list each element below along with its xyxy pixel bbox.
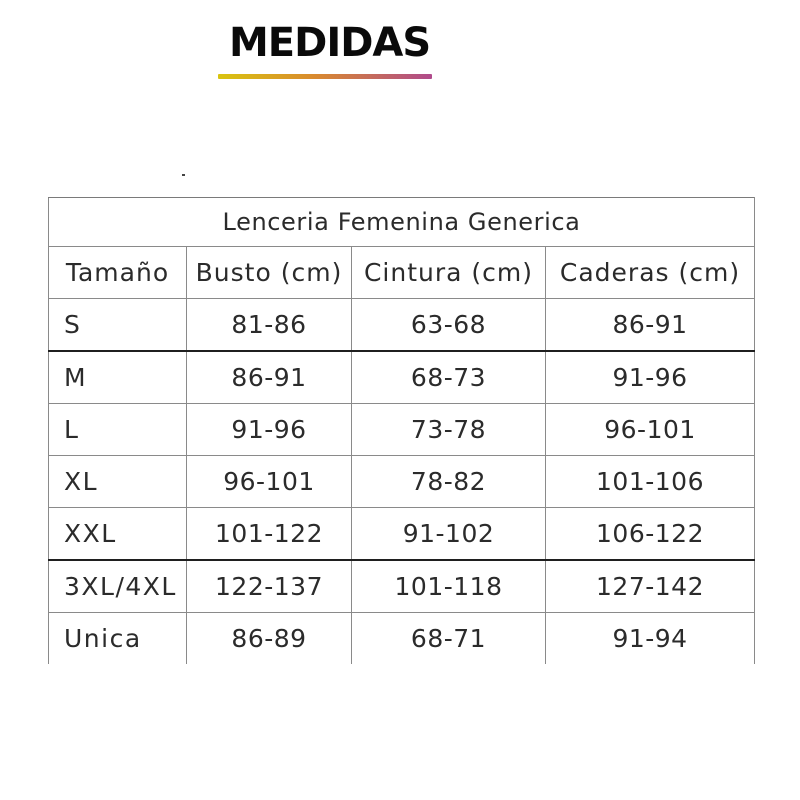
title-underline (218, 74, 432, 79)
table-row (49, 456, 755, 508)
stray-mark (182, 174, 185, 176)
caderas-cell: 96-101 (546, 404, 755, 456)
busto-cell: 91-96 (187, 404, 352, 456)
cintura-cell: 73-78 (352, 404, 546, 456)
busto-cell: 96-101 (187, 456, 352, 508)
table-row (49, 613, 755, 665)
table-header-row (49, 247, 755, 299)
cintura-cell: 78-82 (352, 456, 546, 508)
caderas-cell: 127-142 (546, 560, 755, 613)
size-cell: XXL (49, 508, 187, 561)
page-title: MEDIDAS (229, 20, 431, 66)
caderas-cell: 106-122 (546, 508, 755, 561)
size-chart-table (48, 197, 755, 664)
table-caption-row (49, 198, 755, 247)
table-row (49, 404, 755, 456)
cintura-cell: 63-68 (352, 299, 546, 352)
table-row (49, 508, 755, 561)
table-caption: Lenceria Femenina Generica (49, 198, 755, 247)
busto-cell: 122-137 (187, 560, 352, 613)
cintura-cell: 91-102 (352, 508, 546, 561)
table-row (49, 560, 755, 613)
table-row (49, 351, 755, 404)
size-cell: L (49, 404, 187, 456)
size-cell: Unica (49, 613, 187, 665)
busto-cell: 86-89 (187, 613, 352, 665)
table-row (49, 299, 755, 352)
cintura-cell: 101-118 (352, 560, 546, 613)
caderas-cell: 91-94 (546, 613, 755, 665)
caderas-cell: 101-106 (546, 456, 755, 508)
header-size: Tamaño (49, 247, 187, 299)
size-cell: 3XL/4XL (49, 560, 187, 613)
size-cell: S (49, 299, 187, 352)
cintura-cell: 68-73 (352, 351, 546, 404)
busto-cell: 101-122 (187, 508, 352, 561)
busto-cell: 86-91 (187, 351, 352, 404)
size-cell: M (49, 351, 187, 404)
size-cell: XL (49, 456, 187, 508)
caderas-cell: 91-96 (546, 351, 755, 404)
caderas-cell: 86-91 (546, 299, 755, 352)
header-busto: Busto (cm) (187, 247, 352, 299)
header-caderas: Caderas (cm) (546, 247, 755, 299)
header-cintura: Cintura (cm) (352, 247, 546, 299)
busto-cell: 81-86 (187, 299, 352, 352)
cintura-cell: 68-71 (352, 613, 546, 665)
